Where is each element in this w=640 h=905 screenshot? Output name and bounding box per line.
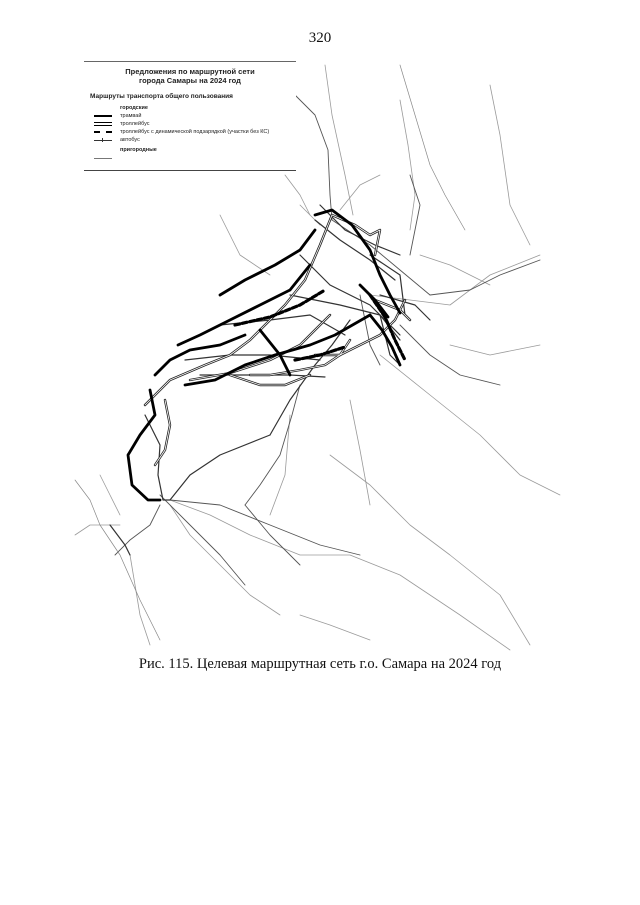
route-network-map [70,55,570,655]
bus-line-icon [94,137,112,143]
suburban-line-icon [94,155,112,161]
legend-top-rule [84,61,296,62]
trolleybus-line-icon [94,121,112,127]
legend-item-label: автобус [120,137,140,143]
map-legend [84,61,296,171]
legend-item-bus [94,136,296,144]
legend-item-suburban-line [94,154,296,162]
legend-item-label: трамвай [120,113,142,119]
legend-subtitle: Маршруты транспорта общего пользования [90,93,233,100]
page-number: 320 [308,30,332,46]
legend-title-line2: города Самары на 2024 год [139,76,241,85]
legend-group-suburban: пригородные [120,147,157,153]
trolleybus-dynamic-line-icon [94,129,112,135]
legend-item-tram [94,112,296,120]
tram-line-icon [94,113,112,119]
legend-group-city: городские [120,105,148,111]
legend-item-trolleybus [94,120,296,128]
legend-item-trolleybus-dynamic [94,128,296,136]
legend-title [84,67,296,85]
legend-item-label: троллейбус с динамической подзарядкой (участки без КС) [120,129,270,135]
legend-title-line1: Предложения по маршрутной сети [125,67,255,76]
legend-bottom-rule [84,170,296,171]
legend-item-label: троллейбус [120,121,150,127]
figure-caption: Рис. 115. Целевая маршрутная сеть г.о. Самара на 2024 год [138,656,502,672]
